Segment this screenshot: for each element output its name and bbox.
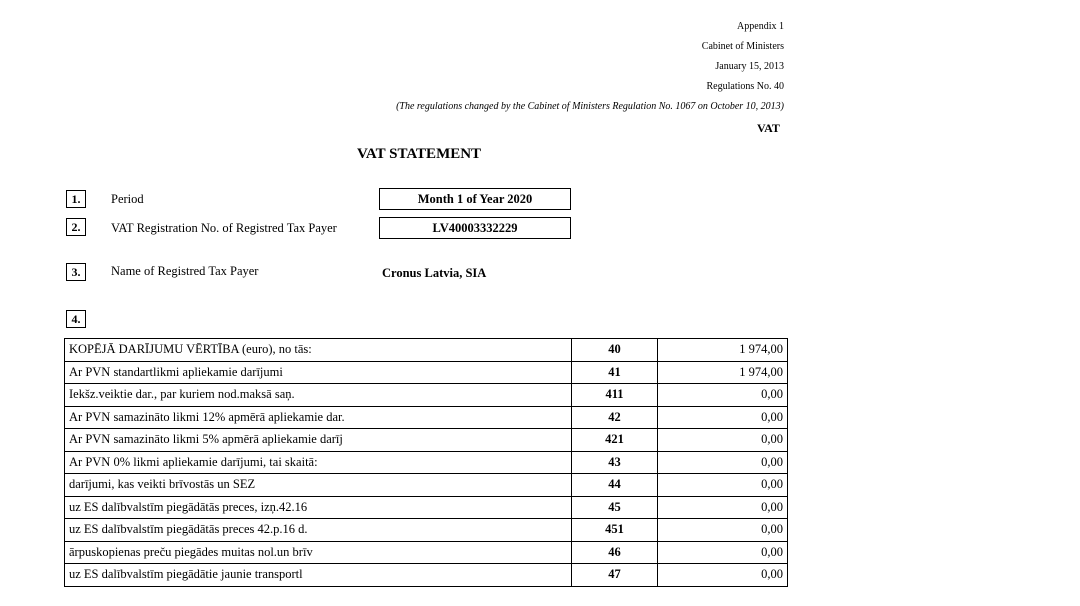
period-value: Month 1 of Year 2020 <box>379 188 571 210</box>
taxpayer-name-value: Cronus Latvia, SIA <box>382 266 487 280</box>
row-description: darījumi, kas veikti brīvostās un SEZ <box>65 474 572 497</box>
row-code: 46 <box>572 541 658 564</box>
row-code: 451 <box>572 519 658 542</box>
field-number-1: 1. <box>66 190 86 208</box>
row-description: KOPĒJĀ DARĪJUMU VĒRTĪBA (euro), no tās: <box>65 339 572 362</box>
row-code: 44 <box>572 474 658 497</box>
table-row <box>65 429 788 452</box>
row-code: 43 <box>572 451 658 474</box>
row-code: 40 <box>572 339 658 362</box>
row-amount: 0,00 <box>658 451 788 474</box>
row-description: Ar PVN 0% likmi apliekamie darījumi, tai skaitā: <box>65 451 572 474</box>
period-label: Period <box>111 192 144 206</box>
row-code: 411 <box>572 384 658 407</box>
row-code: 47 <box>572 564 658 587</box>
taxpayer-name-label: Name of Registred Tax Payer <box>111 264 259 278</box>
field-number-2: 2. <box>66 218 86 236</box>
row-amount: 0,00 <box>658 564 788 587</box>
row-code: 421 <box>572 429 658 452</box>
row-amount: 1 974,00 <box>658 339 788 362</box>
row-amount: 0,00 <box>658 474 788 497</box>
page-title: VAT STATEMENT <box>357 146 482 162</box>
table-row <box>65 339 788 362</box>
header-cabinet: Cabinet of Ministers <box>701 41 784 52</box>
table-row <box>65 474 788 497</box>
row-amount: 0,00 <box>658 519 788 542</box>
table-row <box>65 564 788 587</box>
row-amount: 0,00 <box>658 429 788 452</box>
vat-table <box>64 338 788 587</box>
table-row <box>65 406 788 429</box>
row-description: Ar PVN samazināto likmi 5% apmērā apliekamie darīj <box>65 429 572 452</box>
vat-registration-value: LV40003332229 <box>379 217 571 239</box>
row-description: uz ES dalībvalstīm piegādātie jaunie transportl <box>65 564 572 587</box>
field-number-4: 4. <box>66 310 86 328</box>
row-code: 42 <box>572 406 658 429</box>
row-amount: 0,00 <box>658 384 788 407</box>
row-description: ārpuskopienas preču piegādes muitas nol.un brīv <box>65 541 572 564</box>
row-description: uz ES dalībvalstīm piegādātās preces, izņ.42.16 <box>65 496 572 519</box>
vat-registration-label: VAT Registration No. of Registred Tax Payer <box>111 221 337 235</box>
table-row <box>65 496 788 519</box>
header-regulation: Regulations No. 40 <box>706 81 784 92</box>
row-description: Ar PVN samazināto likmi 12% apmērā apliekamie dar. <box>65 406 572 429</box>
header-vat-tag: VAT <box>757 121 780 135</box>
table-row <box>65 519 788 542</box>
row-amount: 0,00 <box>658 541 788 564</box>
table-row <box>65 361 788 384</box>
row-amount: 0,00 <box>658 406 788 429</box>
row-code: 45 <box>572 496 658 519</box>
field-number-3: 3. <box>66 263 86 281</box>
row-amount: 1 974,00 <box>658 361 788 384</box>
table-row <box>65 451 788 474</box>
header-note: (The regulations changed by the Cabinet of Ministers Regulation No. 1067 on October 10, 2013) <box>396 101 784 112</box>
row-description: uz ES dalībvalstīm piegādātās preces 42.p.16 d. <box>65 519 572 542</box>
header-date: January 15, 2013 <box>715 61 784 72</box>
row-code: 41 <box>572 361 658 384</box>
row-amount: 0,00 <box>658 496 788 519</box>
table-row <box>65 384 788 407</box>
header-appendix: Appendix 1 <box>737 21 784 32</box>
table-row <box>65 541 788 564</box>
row-description: Ar PVN standartlikmi apliekamie darījumi <box>65 361 572 384</box>
row-description: Iekšz.veiktie dar., par kuriem nod.maksā saņ. <box>65 384 572 407</box>
